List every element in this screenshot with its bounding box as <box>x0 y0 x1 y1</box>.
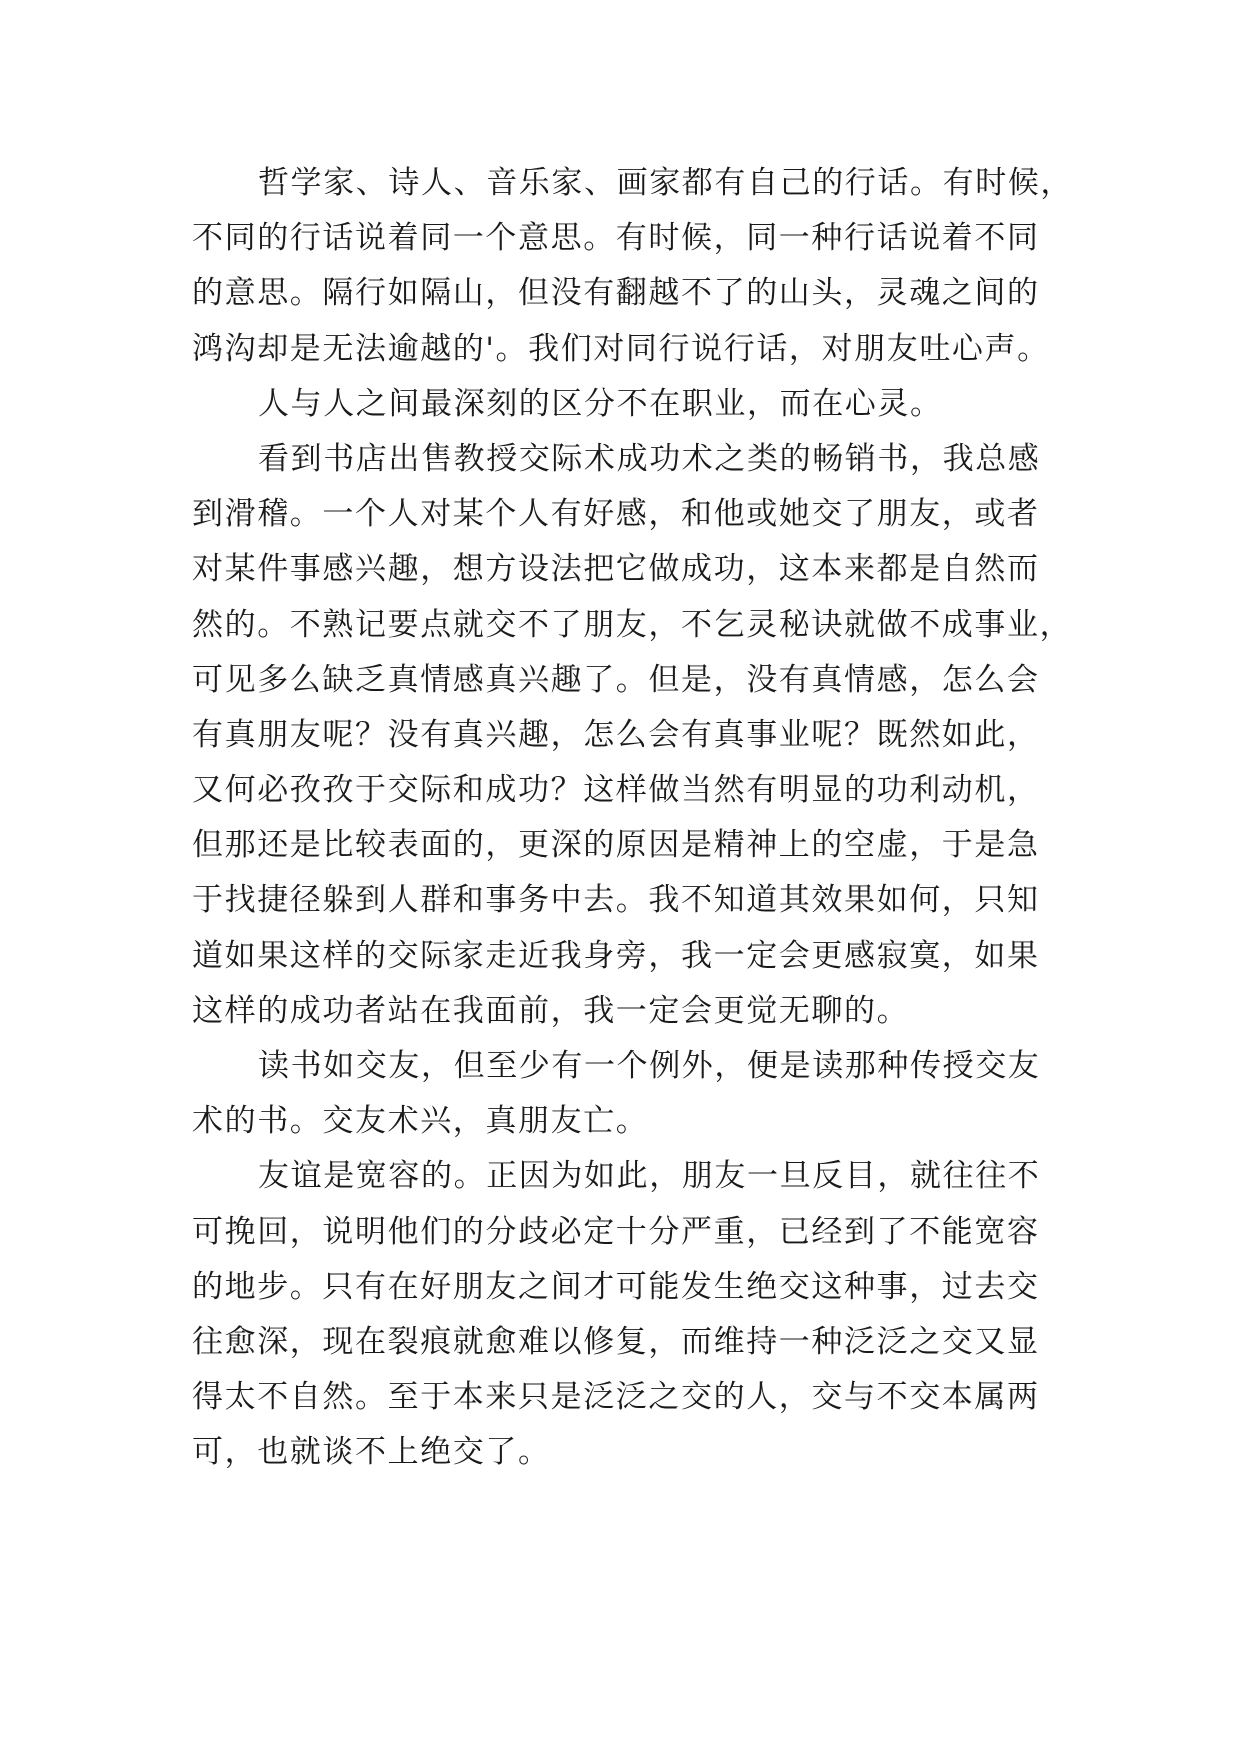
text-line: 看到书店出售教授交际术成功术之类的畅销书，我总感 <box>258 440 1041 477</box>
text-line: 于找捷径躲到人群和事务中去。我不知道其效果如何，只知 <box>192 882 1040 919</box>
text-line: 有真朋友呢？没有真兴趣，怎么会有真事业呢？既然如此， <box>192 716 1040 753</box>
body-text <box>192 156 1073 1481</box>
text-line: 的意思。隔行如隔山，但没有翻越不了的山头，灵魂之间的 <box>192 275 1040 312</box>
text-line: 鸿沟却是无法逾越的'。我们对同行说行话，对朋友吐心声。 <box>192 330 1050 367</box>
text-line: 的地步。只有在好朋友之间才可能发生绝交这种事，过去交 <box>192 1268 1040 1305</box>
text-line: 术的书。交友术兴，真朋友亡。 <box>192 1103 649 1140</box>
text-line: 人与人之间最深刻的区分不在职业，而在心灵。 <box>258 385 943 422</box>
text-line: 不同的行话说着同一个意思。有时候，同一种行话说着不同 <box>192 220 1040 257</box>
text-line: 道如果这样的交际家走近我身旁，我一定会更感寂寞，如果 <box>192 937 1040 974</box>
text-line: 然的。不熟记要点就交不了朋友，不乞灵秘诀就做不成事业， <box>192 606 1073 643</box>
text-line: 到滑稽。一个人对某个人有好感，和他或她交了朋友，或者 <box>192 496 1040 533</box>
text-line: 往愈深，现在裂痕就愈难以修复，而维持一种泛泛之交又显 <box>192 1323 1040 1360</box>
text-line: 哲学家、诗人、音乐家、画家都有自己的行话。有时候， <box>258 165 1073 201</box>
text-line: 读书如交友，但至少有一个例外，便是读那种传授交友 <box>258 1048 1041 1084</box>
text-line: 可见多么缺乏真情感真兴趣了。但是，没有真情感，怎么会 <box>192 661 1040 698</box>
text-line: 得太不自然。至于本来只是泛泛之交的人，交与不交本属两 <box>192 1379 1040 1416</box>
text-line: 但那还是比较表面的，更深的原因是精神上的空虚，于是急 <box>192 827 1040 864</box>
text-line: 又何必孜孜于交际和成功？这样做当然有明显的功利动机， <box>192 772 1040 809</box>
text-line: 可挽回，说明他们的分歧必定十分严重，已经到了不能宽容 <box>192 1213 1040 1250</box>
text-line: 可，也就谈不上绝交了。 <box>192 1434 551 1471</box>
text-line: 友谊是宽容的。正因为如此，朋友一旦反目，就往往不 <box>258 1158 1041 1195</box>
text-line: 这样的成功者站在我面前，我一定会更觉无聊的。 <box>192 992 910 1029</box>
text-line: 对某件事感兴趣，想方设法把它做成功，这本来都是自然而 <box>192 551 1040 588</box>
